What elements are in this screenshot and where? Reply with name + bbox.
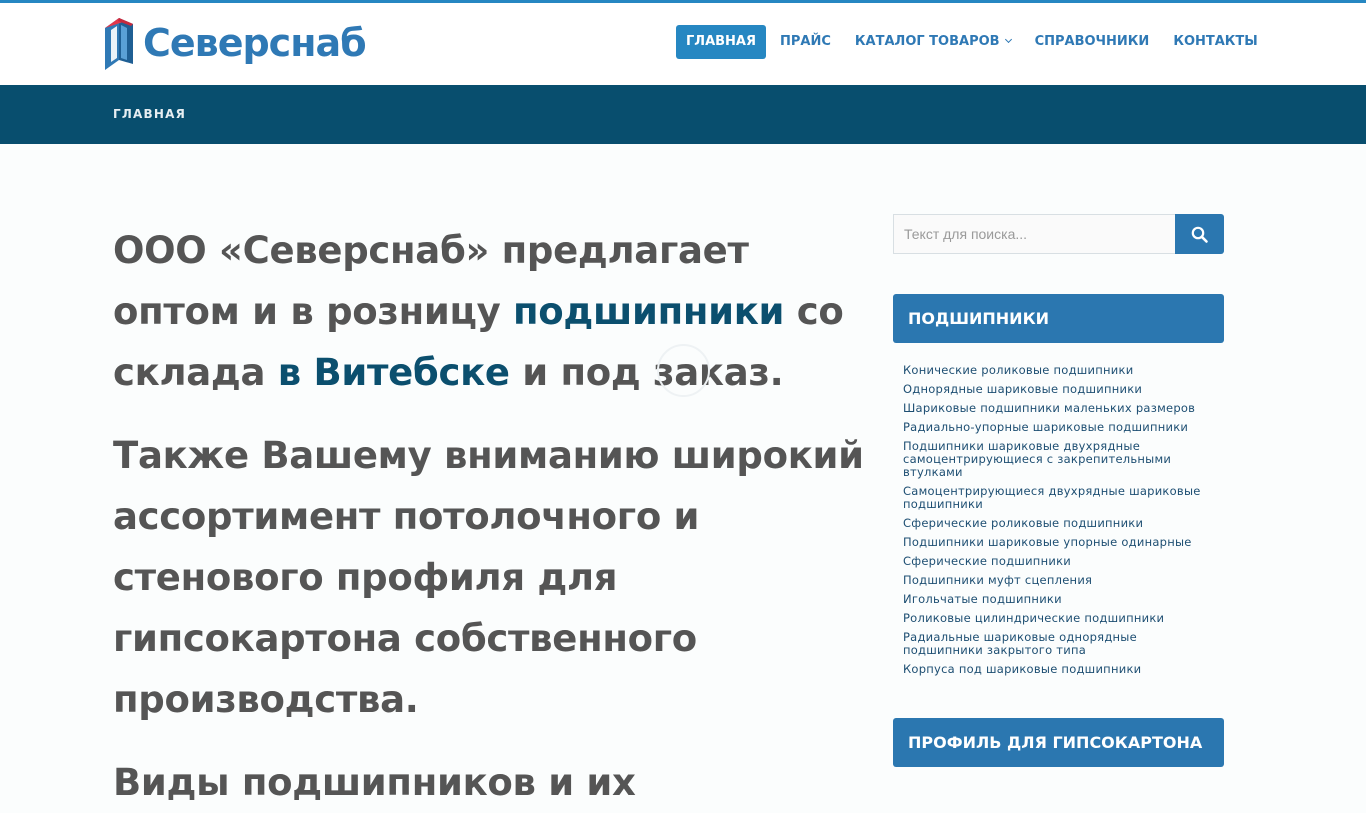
chevron-down-icon xyxy=(1005,36,1012,43)
search-button[interactable] xyxy=(1175,214,1224,254)
list-item[interactable]: Сферические роликовые подшипники xyxy=(903,516,1144,530)
list-item[interactable]: Подшипники муфт сцепления xyxy=(903,573,1093,587)
list-item[interactable]: Самоцентрирующиеся двухрядные шариковые подшипники xyxy=(903,484,1201,511)
list-item[interactable]: Роликовые цилиндрические подшипники xyxy=(903,611,1165,625)
bearing-types-heading: Виды подшипников и их xyxy=(113,761,636,804)
search-form xyxy=(893,214,1224,254)
nav-item-catalog[interactable] xyxy=(845,25,1021,59)
nav-item-home[interactable]: ГЛАВНАЯ xyxy=(676,25,766,59)
bearings-link[interactable]: подшипники xyxy=(513,290,785,333)
list-item[interactable]: Подшипники шариковые упорные одинарные xyxy=(903,535,1192,549)
site-logo[interactable] xyxy=(101,16,381,72)
bearings-category-list xyxy=(903,362,1218,680)
main-nav xyxy=(676,25,1272,59)
list-item[interactable]: Сферические подшипники xyxy=(903,554,1071,568)
list-item[interactable]: Конические роликовые подшипники xyxy=(903,363,1134,377)
nav-item-catalog-label: КАТАЛОГ ТОВАРОВ xyxy=(854,34,1000,49)
breadcrumb-bar xyxy=(0,85,1366,144)
breadcrumb[interactable]: ГЛАВНАЯ xyxy=(113,107,187,121)
list-item[interactable]: Однорядные шариковые подшипники xyxy=(903,382,1143,396)
nav-item-contacts[interactable]: КОНТАКТЫ xyxy=(1173,34,1258,49)
list-item[interactable]: Подшипники шариковые двухрядные самоцентрирующиеся с закрепительными втулками xyxy=(903,439,1172,479)
list-item[interactable]: Корпуса под шариковые подшипники xyxy=(903,662,1142,676)
logo-emblem-icon xyxy=(101,16,141,72)
list-item[interactable]: Радиально-упорные шариковые подшипники xyxy=(903,420,1189,434)
search-input[interactable] xyxy=(893,214,1176,254)
list-item[interactable]: Шариковые подшипники маленьких размеров xyxy=(903,401,1196,415)
bearings-widget-title: ПОДШИПНИКИ xyxy=(893,294,1224,343)
intro-text-3: и под заказ. xyxy=(509,351,784,394)
main-content xyxy=(113,220,873,813)
list-item[interactable]: Игольчатые подшипники xyxy=(903,592,1062,606)
intro-text-2: со склада xyxy=(113,290,844,394)
nav-item-price[interactable]: ПРАЙС xyxy=(780,34,831,49)
logo-text: Северснаб xyxy=(143,21,366,65)
search-icon xyxy=(1191,226,1208,243)
site-header xyxy=(0,3,1366,85)
loading-spinner xyxy=(657,344,710,397)
intro-heading xyxy=(113,220,873,403)
profile-widget-title: ПРОФИЛЬ ДЛЯ ГИПСОКАРТОНА xyxy=(893,718,1224,767)
nav-item-references[interactable]: СПРАВОЧНИКИ xyxy=(1034,34,1150,49)
profile-heading: Также Вашему вниманию широкий ассортимент потолочного и стенового профиля для гипсокартона собственного производства. xyxy=(113,434,864,721)
list-item[interactable]: Радиальные шариковые однорядные подшипники закрытого типа xyxy=(903,630,1137,657)
vitebsk-link[interactable]: в Витебске xyxy=(277,351,510,394)
intro-text-1: ООО «Северснаб» предлагает оптом и в розницу xyxy=(113,229,749,333)
